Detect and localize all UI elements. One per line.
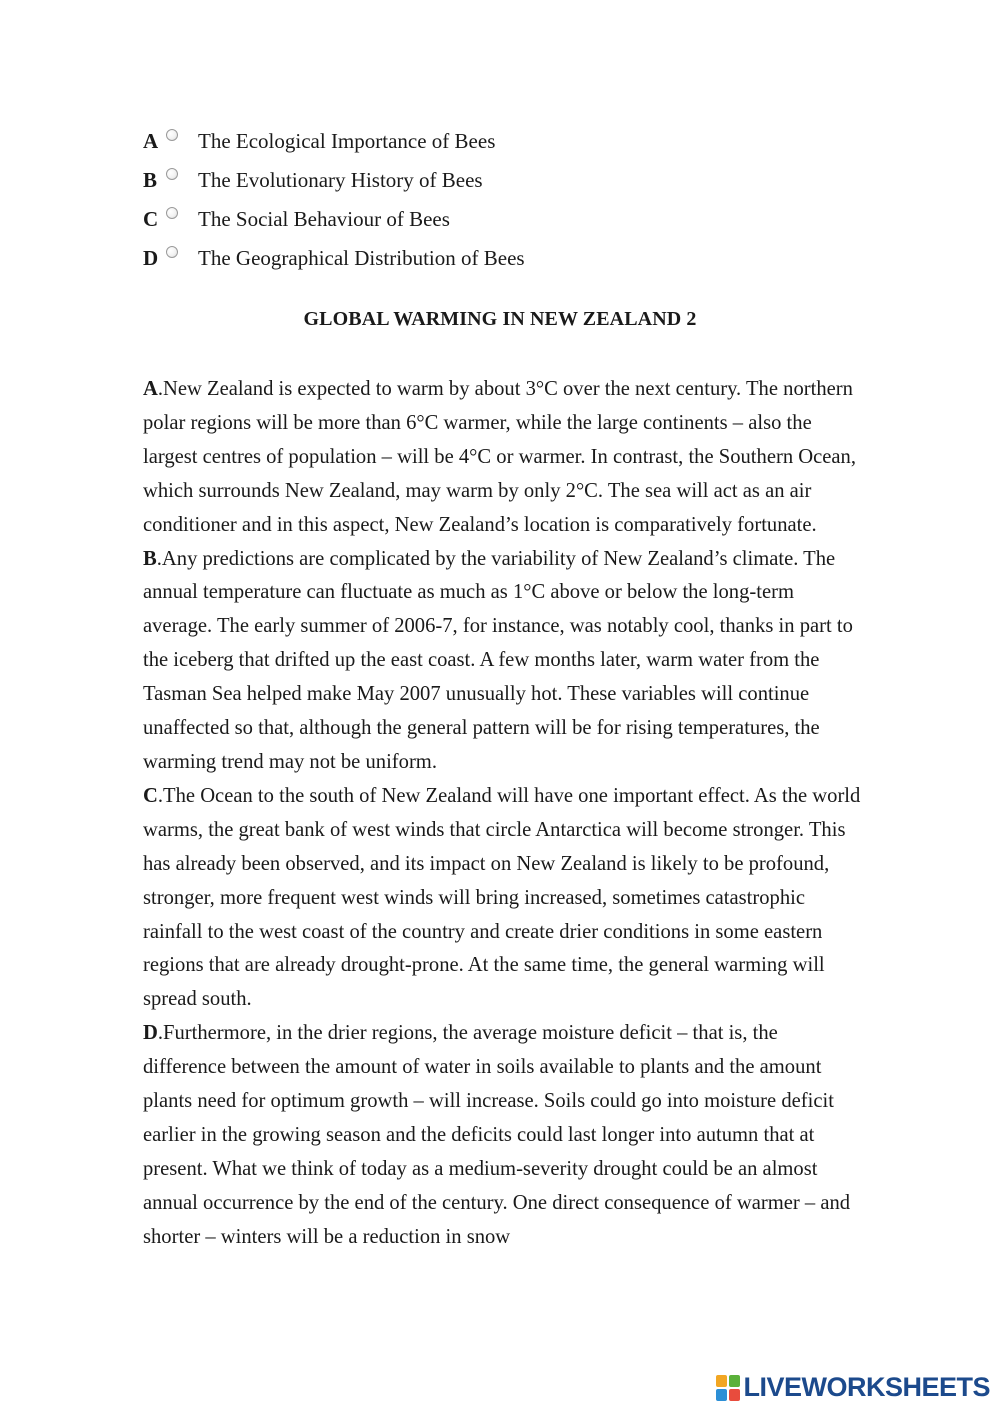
logo-cell: [716, 1389, 727, 1401]
radio-button-c[interactable]: [166, 207, 178, 219]
paragraph-text: .Any predictions are complicated by the variability of New Zealand’s climate. The annual temperature can fluctuate as much as 1°C above or below the long-term average. The early summer of 2006-7, for instance, was notably cool, thanks in part to the iceberg that drifted up the east coast. A few months later, warm water from the Tasman Sea helped make May 2007 unusually hot. These variables will continue unaffected so that, although the general pattern will be for rising temperatures, the warming trend may not be uniform.: [143, 547, 853, 773]
logo-text: LIVEWORKSHEETS: [743, 1372, 990, 1402]
liveworksheets-logo: [716, 1372, 990, 1403]
paragraph-text: .Furthermore, in the drier regions, the average moisture deficit – that is, the difference between the amount of water in soils available to plants and the amount plants need for optimum growth – will increase. Soils could go into moisture deficit earlier in the growing season and the deficits could last longer into autumn that at present. What we think of today as a medium-severity drought could be an almost annual occurrence by the end of the century. One direct consequence of warmer – and shorter – winters will be a reduction in snow: [143, 1022, 851, 1248]
option-text: The Evolutionary History of Bees: [198, 168, 483, 192]
option-d[interactable]: [143, 239, 843, 278]
option-letter: A: [143, 129, 159, 153]
paragraph-text: .New Zealand is expected to warm by about 3°C over the next century. The northern polar regions will be more than 6°C warmer, while the large continents – also the largest centres of population – will be 4°C or warmer. In contrast, the Southern Ocean, which surrounds New Zealand, may warm by only 2°C. The sea will act as an air conditioner and in this aspect, New Zealand’s location is comparatively fortunate.: [143, 378, 856, 536]
reading-passage: [143, 373, 863, 1255]
option-b[interactable]: [143, 161, 843, 200]
paragraph-letter: A: [143, 378, 158, 400]
paragraph-a: [143, 373, 863, 543]
option-text: The Social Behaviour of Bees: [198, 207, 450, 231]
answer-options: [143, 122, 843, 278]
liveworksheets-logo-icon: [716, 1375, 740, 1401]
option-letter: D: [143, 246, 159, 270]
passage-title: GLOBAL WARMING IN NEW ZEALAND 2: [303, 308, 697, 330]
paragraph-d: [143, 1017, 863, 1254]
logo-cell: [729, 1375, 740, 1387]
option-c[interactable]: [143, 200, 843, 239]
paragraph-c: [143, 780, 863, 1017]
paragraph-text: .The Ocean to the south of New Zealand will have one important effect. As the world warms, the great bank of west winds that circle Antarctica will become stronger. This has already been observed, and its impact on New Zealand is likely to be profound, stronger, more frequent west winds will bring increased, sometimes catastrophic rainfall to the west coast of the country and create drier conditions in some eastern regions that are already drought-prone. At the same time, the general warming will spread south.: [143, 784, 861, 1011]
paragraph-letter: B: [143, 547, 157, 570]
paragraph-letter: C: [143, 784, 158, 807]
option-a[interactable]: [143, 122, 843, 161]
paragraph-b: [143, 543, 863, 780]
option-text: The Ecological Importance of Bees: [198, 129, 496, 153]
radio-button-b[interactable]: [166, 168, 178, 180]
option-letter: B: [143, 168, 158, 192]
paragraph-letter: D: [143, 1022, 158, 1045]
radio-button-d[interactable]: [166, 246, 178, 258]
logo-cell: [716, 1375, 727, 1387]
radio-button-a[interactable]: [166, 129, 178, 141]
option-letter: C: [143, 207, 159, 231]
option-text: The Geographical Distribution of Bees: [198, 246, 525, 270]
logo-cell: [729, 1389, 740, 1401]
